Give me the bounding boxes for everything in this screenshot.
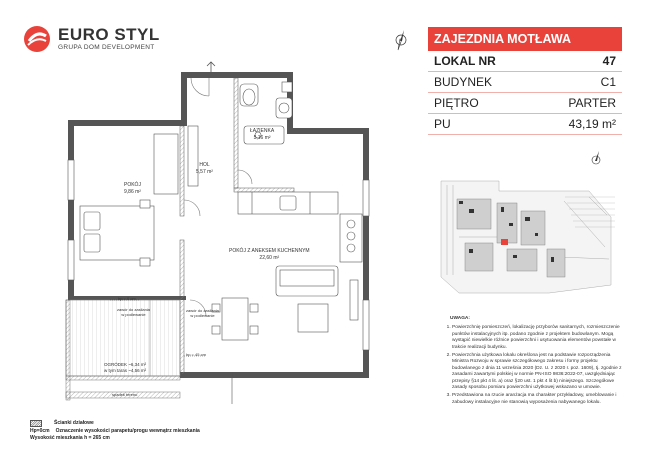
legend-hp-desc: Oznaczenie wysokości parapetu/progu wewnątrz mieszkania: [55, 427, 200, 434]
site-north-arrow-icon: [588, 150, 604, 170]
room-name: HOL: [199, 162, 210, 168]
info-label: BUDYNEK: [434, 75, 493, 89]
info-row-area: [428, 114, 622, 135]
room-bedroom: [124, 182, 141, 195]
brand-name: EURO STYL: [58, 25, 160, 45]
info-value: PARTER: [568, 96, 616, 110]
room-name: POKÓJ: [124, 182, 141, 188]
sill-height-label: hp = 0 cm: [118, 296, 136, 301]
legend-hp-key: Hp=0cm: [30, 427, 50, 434]
valve-label: zawór do zasilania w podlewanie: [186, 308, 219, 319]
legend-walls-label: Ścianki działowe: [54, 420, 94, 426]
legend: [30, 420, 206, 443]
hatch-swatch-icon: [30, 420, 42, 427]
note-item: 1. Powierzchnię pomieszczeń, lokalizację przyborów sanitarnych, rozmieszczenie punktów instalacyjnych itp. podano zgodnie z projektem budowlanym. Mogą wystąpić niewielkie różnice powierzchni i usytuowania elementów powstałe w trakcie realizacji budynku.: [452, 325, 626, 351]
info-value: C1: [600, 75, 616, 89]
info-row-building: [428, 72, 622, 93]
note-item: 2. Powierzchnia użytkowa lokalu określona jest na podstawie rozporządzenia Ministra Rozwoju w sprawie szczegółowego zakresu i formy projektu budowlanego z dnia 11 września 2020 (Dz. U. z 2020 r. poz. 1609), tj. zgodnie z zasadami zawartymi polskiej w normie PN-ISO 9836:2022-07, uwzględniając przepisy §14 pkt 4 lit. a) oraz §20 ust. 1 pkt 4 lit b) niniejszego. Szczegółowe zasady sposobu pomiaru powierzchni użytkowej wskazano w umowie.: [452, 353, 626, 392]
room-area: 22,60 m²: [259, 254, 280, 261]
info-value: 47: [602, 54, 616, 68]
valve-label: zawór do zasilania w podlewanie: [117, 307, 150, 318]
room-name: POKÓJ Z ANEKSEM KUCHENNYM: [229, 248, 310, 254]
project-name: ZAJEZDNIA MOTŁAWA: [428, 27, 622, 51]
note-item: 3. Przedstawiona na rzucie aranżacja ma charakter przykładowy, umeblowanie i zabudowy instalacyjne nie stanowią wyposażenia nabywanego lokalu.: [452, 393, 626, 406]
room-hall: [196, 162, 213, 175]
info-row-unit: [428, 51, 622, 72]
room-area: 9,86 m²: [124, 188, 141, 195]
legend-walls: [30, 420, 206, 428]
room-area: 5,16 m²: [253, 134, 271, 141]
room-garden: [104, 362, 146, 374]
info-label: PU: [434, 117, 451, 131]
room-living-kitchen: [229, 248, 310, 261]
unit-location-marker: [501, 239, 508, 245]
site-key-plan: [439, 177, 617, 297]
unit-info-box: [428, 27, 622, 135]
slope-label: spadek terenu: [112, 392, 138, 397]
notes-title: UWAGA:: [450, 316, 470, 321]
room-area: 5,57 m²: [196, 168, 213, 175]
brand-subtitle: GRUPA DOM DEVELOPMENT: [58, 44, 155, 52]
sill-height-label: hp = 45 cm: [186, 352, 206, 357]
notes-section: [430, 316, 626, 408]
room-area: w tym taras ~4,56 m²: [104, 367, 147, 373]
info-value: 43,19 m²: [568, 117, 616, 131]
legend-height: [30, 435, 206, 443]
info-label: LOKAL NR: [434, 54, 496, 68]
room-name: ŁAZIENKA: [250, 128, 275, 134]
legend-hp: [30, 428, 206, 436]
info-label: PIĘTRO: [434, 96, 479, 110]
legend-height-label: Wysokość mieszkania h = 265 cm: [30, 435, 110, 441]
info-row-floor: [428, 93, 622, 114]
room-bathroom: [250, 128, 274, 141]
room-name: OGRÓDEK ~6,34 m²: [104, 362, 147, 367]
